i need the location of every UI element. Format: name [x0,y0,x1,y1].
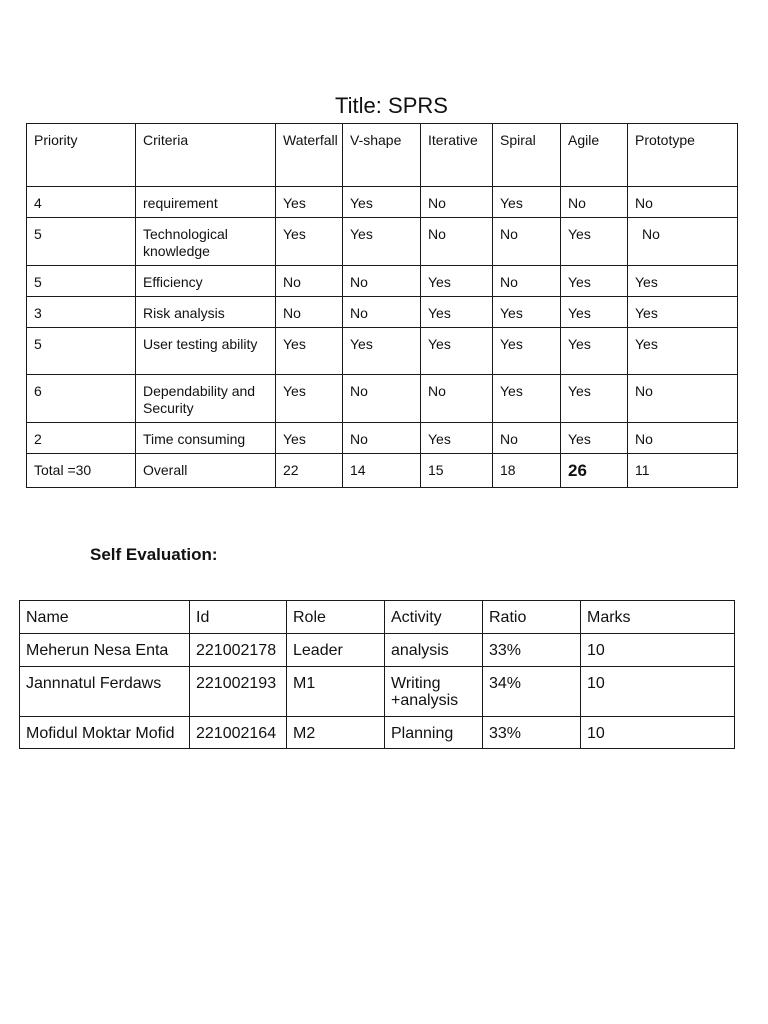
table-cell: 5 [27,266,136,297]
table-cell: Yes [628,266,738,297]
table-cell: Yes [561,266,628,297]
table-cell: No [561,187,628,218]
table-cell: No [421,375,493,423]
table-row [27,297,738,328]
table-cell: No [493,218,561,266]
table-row [20,717,735,749]
table-cell: No [343,423,421,454]
highest-score-cell: 26 [561,454,628,488]
header-cell: Marks [581,601,735,634]
table-cell: 5 [27,218,136,266]
header-cell: Ratio [483,601,581,634]
table-cell: Meherun Nesa Enta [20,634,190,667]
table-cell: 221002178 [190,634,287,667]
table-total-row [27,454,738,488]
table-cell: Yes [561,328,628,375]
table-cell: Yes [421,423,493,454]
table-cell: Yes [493,375,561,423]
table-cell: 11 [628,454,738,488]
table-cell: No [343,375,421,423]
table-cell: Total =30 [27,454,136,488]
table-cell: Overall [136,454,276,488]
table-cell: No [276,266,343,297]
table-cell: 33% [483,634,581,667]
table-cell: 5 [27,328,136,375]
table-row [20,634,735,667]
header-cell: Name [20,601,190,634]
header-cell: V-shape [343,124,421,187]
table-cell: No [421,187,493,218]
table-header-row [20,601,735,634]
table-cell: No [628,218,738,266]
table-cell: 10 [581,634,735,667]
table-cell: No [493,423,561,454]
table-cell: M2 [287,717,385,749]
table-cell: No [628,423,738,454]
table-cell: Time consuming [136,423,276,454]
header-cell: Iterative [421,124,493,187]
table-cell: 18 [493,454,561,488]
table-cell: Yes [493,297,561,328]
table-row [27,328,738,375]
table-cell: Technological knowledge [136,218,276,266]
table-cell: No [628,187,738,218]
table-cell: User testing ability [136,328,276,375]
table-header-row [27,124,738,187]
table-cell: 10 [581,717,735,749]
table-cell: Yes [628,328,738,375]
table-cell: 4 [27,187,136,218]
header-cell: Id [190,601,287,634]
table-cell: Yes [421,266,493,297]
table-cell: Yes [628,297,738,328]
table-cell: Jannnatul Ferdaws [20,667,190,717]
table-cell: Yes [276,423,343,454]
table-cell: No [421,218,493,266]
table-row [27,266,738,297]
table-cell: Yes [561,423,628,454]
table-cell: 221002193 [190,667,287,717]
table-cell: Yes [276,375,343,423]
table-cell: 10 [581,667,735,717]
table-cell: No [343,266,421,297]
table-cell: Yes [421,297,493,328]
header-cell: Activity [385,601,483,634]
document-title: Title: SPRS [335,93,448,118]
table-cell: 22 [276,454,343,488]
table-cell: Yes [343,328,421,375]
table-row [27,375,738,423]
table-cell: 6 [27,375,136,423]
table-cell: Yes [561,297,628,328]
header-cell: Agile [561,124,628,187]
table-cell: M1 [287,667,385,717]
table-cell: Yes [493,328,561,375]
sdlc-comparison-table [26,123,738,488]
table-cell: 33% [483,717,581,749]
table-cell: 15 [421,454,493,488]
table-cell: Yes [276,187,343,218]
table-cell: analysis [385,634,483,667]
table-cell: Yes [343,187,421,218]
header-cell: Role [287,601,385,634]
table-cell: Yes [493,187,561,218]
table-row [27,187,738,218]
header-cell: Prototype [628,124,738,187]
table-cell: 34% [483,667,581,717]
self-evaluation-heading: Self Evaluation: [90,545,218,564]
table-cell: No [343,297,421,328]
table-cell: No [628,375,738,423]
table-cell: 14 [343,454,421,488]
header-cell: Waterfall [276,124,343,187]
table-cell: Yes [343,218,421,266]
table-cell: 3 [27,297,136,328]
table-row [27,423,738,454]
table-cell: Dependability and Security [136,375,276,423]
table-cell: requirement [136,187,276,218]
self-evaluation-table [19,600,735,749]
table-cell: No [493,266,561,297]
table-cell: Risk analysis [136,297,276,328]
table-cell: Efficiency [136,266,276,297]
table-cell: 2 [27,423,136,454]
header-cell: Priority [27,124,136,187]
header-cell: Spiral [493,124,561,187]
table-cell: Planning [385,717,483,749]
table-row [27,218,738,266]
table-cell: Yes [421,328,493,375]
table-cell: Yes [561,375,628,423]
header-cell: Criteria [136,124,276,187]
table-cell: Writing +analysis [385,667,483,717]
table-cell: Leader [287,634,385,667]
table-cell: No [276,297,343,328]
table-row [20,667,735,717]
table-cell: Mofidul Moktar Mofid [20,717,190,749]
table-cell: Yes [561,218,628,266]
table-cell: Yes [276,218,343,266]
table-cell: 221002164 [190,717,287,749]
table-cell: Yes [276,328,343,375]
